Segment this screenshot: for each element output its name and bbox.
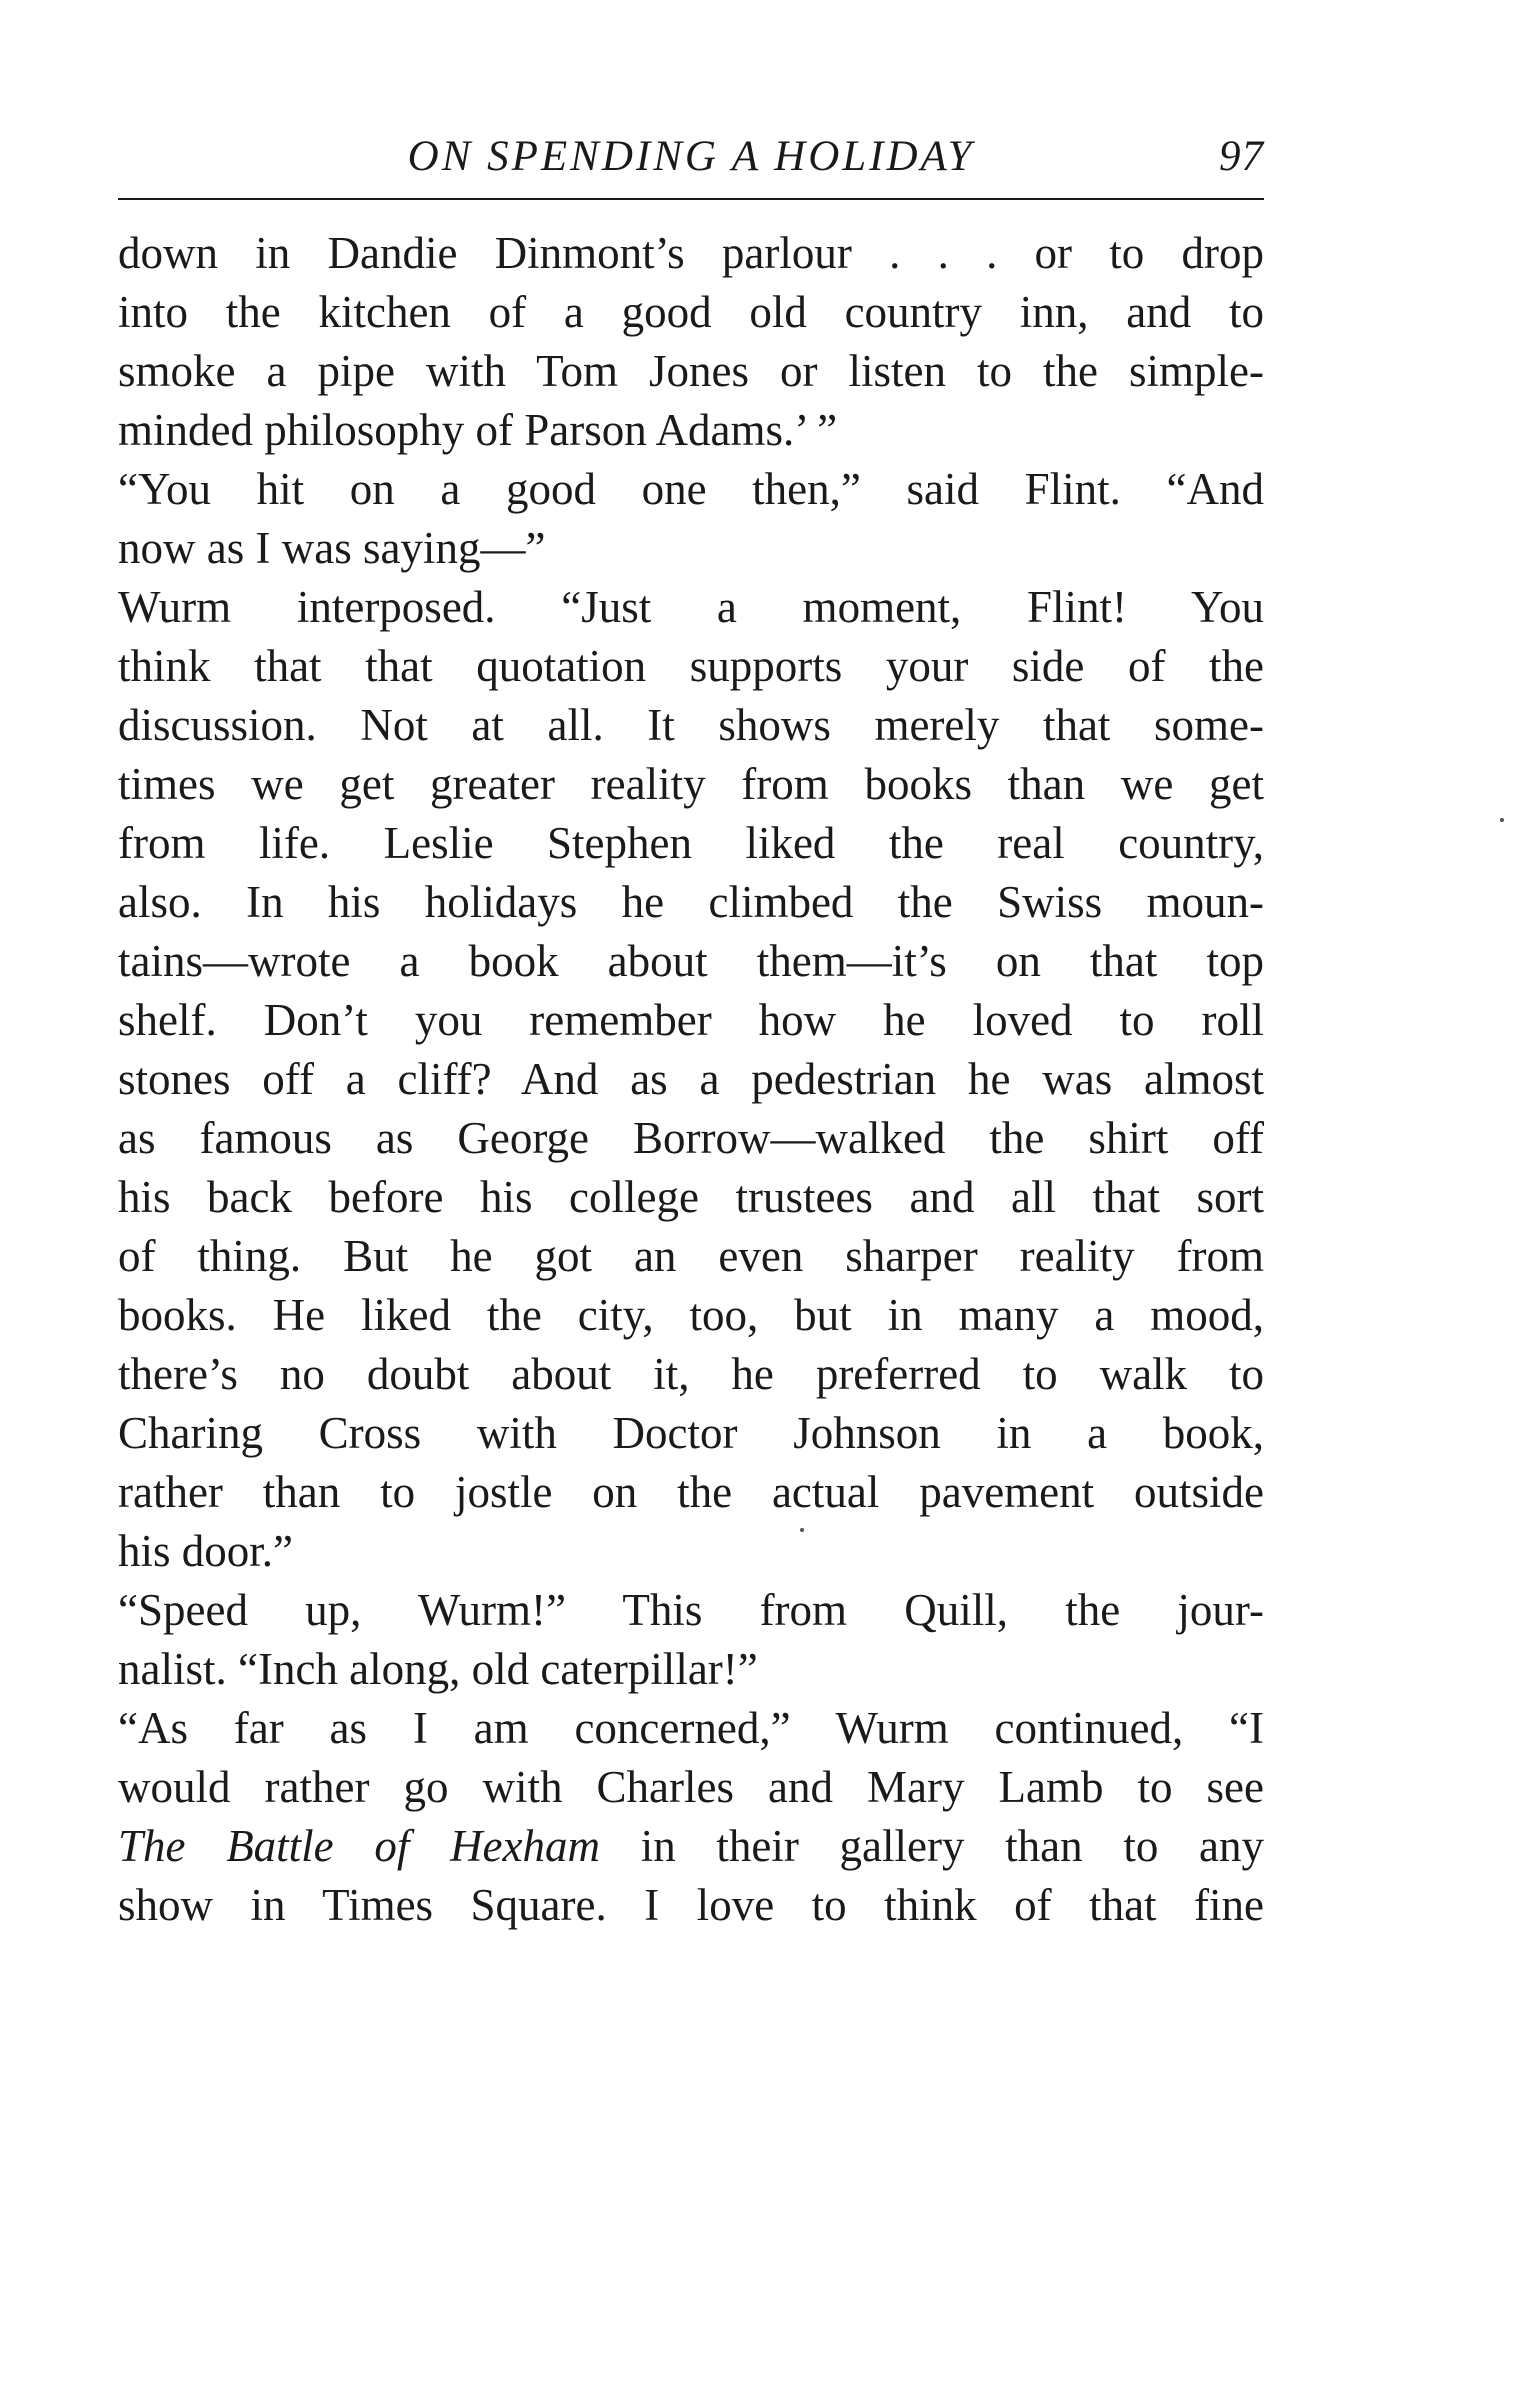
text-line: into the kitchen of a good old country inn, and to [118,287,1264,337]
text-line: minded philosophy of Parson Adams.’ ” [118,405,838,455]
text-line: rather than to jostle on the actual pavement outside [118,1467,1264,1517]
text-line: there’s no doubt about it, he preferred to walk to [118,1349,1264,1399]
running-title: ON SPENDING A HOLIDAY [407,133,975,180]
text-line: nalist. “Inch along, old caterpillar!” [118,1644,758,1694]
text-line: from life. Leslie Stephen liked the real country, [118,818,1264,868]
text-line: Charing Cross with Doctor Johnson in a book, [118,1408,1264,1458]
text-line: Wurm interposed. “Just a moment, Flint! You [118,582,1264,632]
text-line: tains—wrote a book about them—it’s on that top [118,936,1264,986]
text-line: “Speed up, Wurm!” This from Quill, the jour- [118,1585,1264,1635]
text-line: “You hit on a good one then,” said Flint. “And [118,464,1264,514]
italic-play-title: The Battle of Hexham [118,1821,600,1871]
text-line: books. He liked the city, too, but in many a mood, [118,1290,1264,1340]
text-line: smoke a pipe with Tom Jones or listen to the simple- [118,346,1264,396]
paper-speck [1500,818,1504,822]
text-line-final: show in Times Square. I love to think of that fine [118,1880,1264,1930]
text-line: times we get greater reality from books than we get [118,759,1264,809]
text-line: discussion. Not at all. It shows merely that some- [118,700,1264,750]
text-line: his back before his college trustees and all that sort [118,1172,1264,1222]
text-line: stones off a cliff? And as a pedestrian he was almost [118,1054,1264,1104]
text-line: as famous as George Borrow—walked the shirt off [118,1113,1264,1163]
text-line: his door.” [118,1526,293,1576]
paper-speck [800,1528,804,1532]
page-number: 97 [1219,133,1264,180]
text-line: also. In his holidays he climbed the Swiss moun- [118,877,1264,927]
text-line: would rather go with Charles and Mary Lamb to see [118,1762,1264,1812]
text-line-rest: in their gallery than to any [600,1821,1264,1871]
text-line-italic-title [118,1817,1264,1876]
text-line: of thing. But he got an even sharper reality from [118,1231,1264,1281]
text-line: now as I was saying—” [118,523,546,573]
running-head [118,132,1264,192]
text-line: shelf. Don’t you remember how he loved to roll [118,995,1264,1045]
text-line: think that that quotation supports your side of the [118,641,1264,691]
header-rule [118,198,1264,200]
text-line: down in Dandie Dinmont’s parlour . . . or to drop [118,228,1264,278]
body-text [118,224,1264,1935]
text-line: “As far as I am concerned,” Wurm continued, “I [118,1703,1264,1753]
